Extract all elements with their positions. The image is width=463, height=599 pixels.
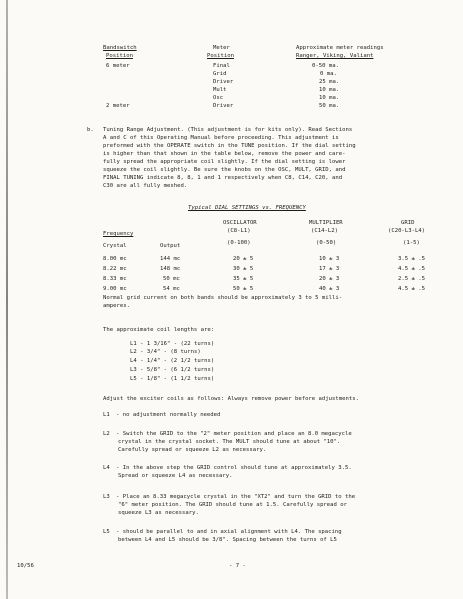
col-frequency-title: Frequency <box>103 231 134 237</box>
cell-osc: 50 ± 5 <box>233 286 254 292</box>
row-reading: 10 ma. <box>319 95 340 101</box>
adjust-line: - should be parallel to and in axial alignment with L4. The spacing <box>116 529 342 535</box>
cell-crystal: 8.33 mc <box>103 276 127 282</box>
adjust-line: - In the above step the GRID control should tune at approximately 3.5. <box>116 465 352 471</box>
cell-mult: 40 ± 3 <box>319 286 340 292</box>
row-pos: Mult <box>213 87 227 93</box>
adjust-label: L2 <box>103 431 110 437</box>
col-mult-sub: (C14-L2) <box>311 228 338 234</box>
adjust-line: Spread or squeeze L4 as necessary. <box>118 473 233 479</box>
col-grid-sub: (C20-L3-L4) <box>388 228 426 234</box>
row-reading: 0 ma. <box>320 71 337 77</box>
cell-grid: 4.5 ± .5 <box>398 286 425 292</box>
coil-length-item: L1 - 1 3/16" - (22 turns) <box>130 341 215 347</box>
row-pos: Driver <box>213 103 234 109</box>
col-grid-title: GRID <box>401 220 415 226</box>
binder-edge <box>6 0 8 599</box>
adjust-line: - Switch the GRID to the "2" meter position and place an 8.0 megacycle <box>116 431 352 437</box>
row-band: 2 meter <box>106 103 130 109</box>
adjust-label: L4 <box>103 465 110 471</box>
col-mult-range: (0-50) <box>316 240 337 246</box>
cell-grid: 3.5 ± .5 <box>398 256 425 262</box>
section-b-line: preformed with the OPERATE switch in the TUNE position. If the dial setting <box>103 143 356 149</box>
cell-osc: 30 ± 5 <box>233 266 254 272</box>
cell-output: 54 mc <box>163 286 180 292</box>
section-b-line: FINAL TUNING indicate 8, 8, 1 and 1 respectively when C8, C14, C20, and <box>103 175 343 181</box>
footer-date: 10/56 <box>17 563 34 569</box>
table-note-line: amperes. <box>103 303 130 309</box>
section-b-line: C30 are all fully meshed. <box>103 183 188 189</box>
section-b-line: is higher than that shown in the table below, remove the power and care- <box>103 151 346 157</box>
row-reading: 50 ma. <box>319 103 340 109</box>
col-bandswitch-title-1: Bandswitch <box>103 45 137 51</box>
cell-mult: 17 ± 3 <box>319 266 340 272</box>
cell-osc: 35 ± 5 <box>233 276 254 282</box>
table-title: Typical DIAL SETTINGS vs. FREQUENCY <box>188 205 306 211</box>
coil-length-item: L3 - 5/8" - (6 1/2 turns) <box>130 367 215 373</box>
cell-grid: 2.5 ± .5 <box>398 276 425 282</box>
cell-grid: 4.5 ± .5 <box>398 266 425 272</box>
col-bandswitch-title-2: Position <box>106 53 133 59</box>
row-reading: 25 ma. <box>319 79 340 85</box>
coil-length-item: L4 - 1/4" - (2 1/2 turns) <box>130 358 215 364</box>
adjust-label: L3 <box>103 494 110 500</box>
cell-output: 50 mc <box>163 276 180 282</box>
adjust-line: - Place an 8.33 megacycle crystal in the "XT2" and turn the GRID to the <box>116 494 356 500</box>
adjust-line: Carefully spread or squeeze L2 as necessary. <box>118 447 267 453</box>
cell-mult: 20 ± 3 <box>319 276 340 282</box>
section-b-line: squeeze the coil slightly. Be sure the knobs on the OSC, MULT, GRID, and <box>103 167 346 173</box>
col-mult-title: MULTIPLIER <box>309 220 343 226</box>
col-osc-range: (0-100) <box>227 240 251 246</box>
section-b-label: b. <box>87 127 94 133</box>
section-b-line: fully spread the appropriate coil slightly. If the dial setting is lower <box>103 159 346 165</box>
col-readings-title-1: Approximate meter readings <box>296 45 384 51</box>
row-reading: 0-50 ma. <box>312 63 339 69</box>
row-reading: 10 ma. <box>319 87 340 93</box>
col-osc-sub: (C8-L1) <box>227 228 251 234</box>
section-b-line: Tuning Range Adjustment. (This adjustment is for kits only). Read Sections <box>103 127 353 133</box>
cell-osc: 20 ± 5 <box>233 256 254 262</box>
col-readings-title-2: Ranger, Viking, Valiant <box>296 53 374 59</box>
adjust-line: between L4 and L5 should be 3/8". Spacing between the turns of L5 <box>118 537 337 543</box>
section-b-line: A and C of this Operating Manual before proceeding. This adjustment is <box>103 135 339 141</box>
sub-output: Output <box>160 243 181 249</box>
row-pos: Driver <box>213 79 234 85</box>
adjust-line: "6" meter position. The GRID should tune at 1.5. Carefully spread or <box>118 502 348 508</box>
coil-lengths-intro: The approximate coil lengths are: <box>103 327 215 333</box>
row-pos: Final <box>213 63 230 69</box>
cell-crystal: 9.00 mc <box>103 286 127 292</box>
col-meter-title-1: Meter <box>213 45 230 51</box>
row-pos: Grid <box>213 71 227 77</box>
page-number: - 7 - <box>229 563 246 569</box>
adjust-label: L5 <box>103 529 110 535</box>
col-meter-title-2: Position <box>207 53 234 59</box>
cell-mult: 10 ± 3 <box>319 256 340 262</box>
adjust-label: L1 <box>103 412 110 418</box>
row-pos: Osc <box>213 95 224 101</box>
coil-length-item: L2 - 3/4" - (8 turns) <box>130 349 201 355</box>
cell-crystal: 8.00 mc <box>103 256 127 262</box>
sub-crystal: Crystal <box>103 243 127 249</box>
adjust-line: - no adjustment normally needed <box>116 412 221 418</box>
col-osc-title: OSCILLATOR <box>223 220 257 226</box>
table-note-line: Normal grid current on both bands should be approximately 3 to 5 milli- <box>103 295 343 301</box>
adjust-intro: Adjust the exciter coils as follows: Always remove power before adjustments. <box>103 396 359 402</box>
coil-length-item: L5 - 1/8" - (1 1/2 turns) <box>130 376 215 382</box>
cell-crystal: 8.22 mc <box>103 266 127 272</box>
col-grid-range: (1-5) <box>403 240 420 246</box>
row-band: 6 meter <box>106 63 130 69</box>
adjust-line: crystal in the crystal socket. The MULT should tune at about "10". <box>118 439 341 445</box>
cell-output: 148 mc <box>160 266 181 272</box>
adjust-line: squeeze L3 as necessary. <box>118 510 199 516</box>
cell-output: 144 mc <box>160 256 181 262</box>
